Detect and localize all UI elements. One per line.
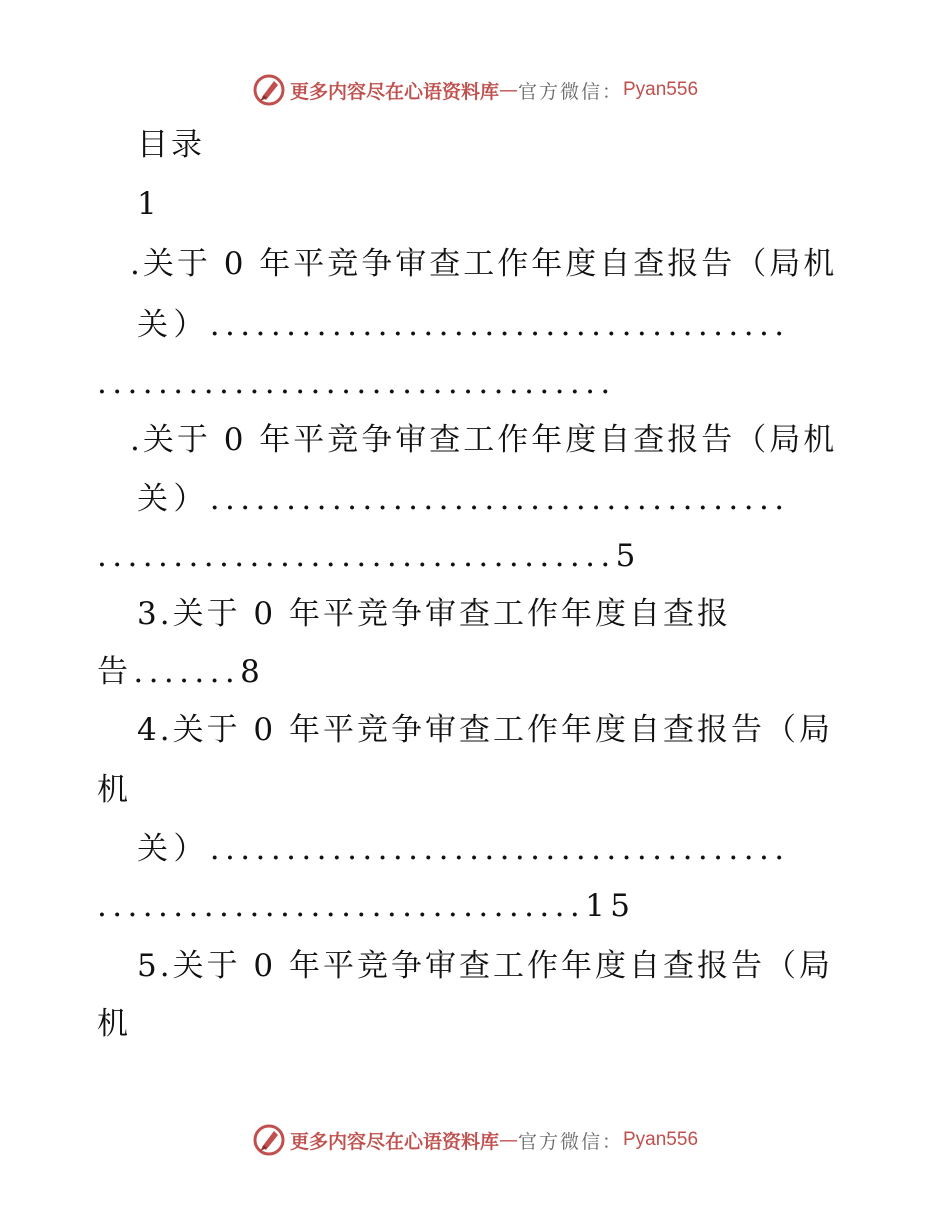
toc-title: 目录 <box>137 127 205 163</box>
toc-entry-2-line-1: .关于 0 年平竞争审查工作年度自查报告（局机 <box>130 422 838 458</box>
watermark-wechat-id: Pyan556 <box>623 79 699 100</box>
toc-entry-4-line-2: 机 <box>97 772 131 808</box>
toc-entry-1-line-1: .关于 0 年平竞争审查工作年度自查报告（局机 <box>130 246 838 282</box>
watermark-wechat-label: 官方微信： <box>517 80 623 103</box>
watermark-wechat-label: 官方微信： <box>517 1130 623 1153</box>
toc-entry-4-line-1: 4.关于 0 年平竞争审查工作年度自查报告（局 <box>137 712 834 748</box>
toc-entry-4-line-3: 关）...................................... <box>137 831 790 867</box>
watermark-separator: — <box>498 1129 518 1151</box>
pen-logo-icon <box>252 73 286 107</box>
pen-logo-icon <box>252 1123 286 1157</box>
watermark-main-text: 更多内容尽在心语资料库 <box>289 80 499 103</box>
header-watermark <box>0 72 950 108</box>
toc-entry-3-line-2: 告.......8 <box>97 654 266 690</box>
watermark-separator: — <box>498 79 518 101</box>
watermark-main-text: 更多内容尽在心语资料库 <box>289 1130 499 1153</box>
footer-watermark <box>0 1122 950 1158</box>
toc-entry-2-line-3: ..................................5 <box>97 538 641 574</box>
toc-entry-5-line-1: 5.关于 0 年平竞争审查工作年度自查报告（局 <box>137 948 834 984</box>
toc-entry-1-line-2: 关）...................................... <box>137 307 790 343</box>
toc-entry-3-line-1: 3.关于 0 年平竞争审查工作年度自查报 <box>137 596 732 632</box>
watermark-wechat-id: Pyan556 <box>623 1129 699 1150</box>
toc-entry-1-line-3: .................................. <box>97 365 616 401</box>
toc-entry-4-line-4: ................................15 <box>97 888 636 924</box>
toc-entry-1-number: 1 <box>137 186 160 222</box>
toc-entry-5-line-2: 机 <box>97 1006 131 1042</box>
toc-entry-2-line-2: 关）...................................... <box>137 481 790 517</box>
